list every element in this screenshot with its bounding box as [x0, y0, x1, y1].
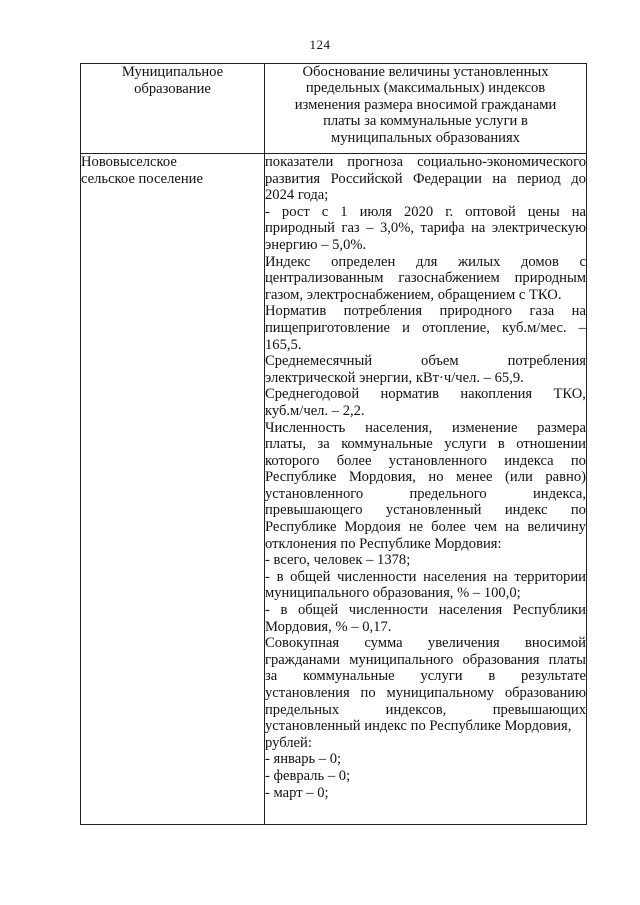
rationale-word: превышающих [492, 701, 586, 718]
rationale-word: Федерации [412, 170, 482, 187]
rationale-word: Мордоия [344, 519, 401, 536]
rationale-word: численности [348, 602, 429, 619]
rationale-line [265, 569, 586, 586]
rationale-line [265, 254, 586, 271]
rationale-word: сумма [364, 635, 403, 652]
rationale-word: которого [265, 452, 320, 469]
rationale-line: рублей: [265, 734, 312, 751]
rationale-word: предельного [409, 485, 487, 502]
rationale-cell [265, 154, 587, 825]
rationale-line [265, 204, 586, 221]
rationale-word: потребления [343, 303, 423, 320]
municipality-line: Нововыселское [81, 154, 177, 170]
rationale-word: платы [548, 651, 586, 668]
rationale-word: развития [265, 170, 321, 187]
rationale-word: - [265, 568, 270, 585]
rationale-word: показатели [265, 154, 334, 170]
rationale-word: населения [423, 568, 487, 585]
rationale-word: но [428, 469, 444, 486]
rationale-word: с [321, 203, 329, 220]
rationale-word: установления [265, 685, 350, 701]
rationale-word: увеличения [427, 635, 500, 652]
rationale-word: размера [537, 419, 586, 436]
rationale-word: Среднемесячный [265, 353, 373, 370]
rationale-word: Норматив [265, 303, 327, 320]
rationale-line: - февраль – 0; [265, 767, 351, 784]
rationale-word: прогноза [347, 154, 404, 170]
rationale-line [265, 386, 586, 403]
rationale-word: не [408, 519, 424, 536]
rationale-word: установленный [385, 502, 482, 519]
rationale-word: газ [341, 220, 360, 237]
rationale-line: газом, электроснабжением, обращением с ТКО. [265, 286, 562, 303]
header-municipality [81, 64, 265, 154]
rationale-word: муниципального [349, 651, 454, 668]
rationale-word: потребления [507, 353, 586, 370]
header-line: Муниципальное [121, 64, 224, 80]
rationale-word: образования [462, 651, 540, 668]
rationale-word: услуги [444, 436, 487, 453]
rationale-word: - [265, 203, 270, 220]
table-row [81, 154, 587, 825]
rationale-line [265, 702, 586, 719]
rationale-line [265, 436, 586, 453]
rationale-word: коммунальные [303, 668, 395, 685]
rationale-word: более [431, 519, 466, 536]
rationale-word: превышающего [265, 502, 363, 519]
rationale-line: муниципального образования, % – 100,0; [265, 585, 521, 602]
rationale-word: численности [337, 568, 417, 585]
rationale-line [265, 668, 586, 685]
rationale-line [265, 635, 586, 652]
rationale-word: населения [438, 602, 503, 619]
rationale-word: рост [281, 203, 310, 220]
rationale-line: энергию – 5,0%. [265, 236, 367, 253]
rationale-line: - март – 0; [265, 784, 329, 801]
rationale-word: природный [265, 220, 335, 237]
header-line: предельных (максимальных) индексов [305, 80, 546, 97]
rationale-word: Республике [265, 519, 337, 536]
rationale-word: услуги [420, 668, 463, 685]
rationale-word: платы, [265, 436, 307, 453]
rationale-word: ТКО, [553, 386, 586, 403]
rationale-word: пищеприготовление [265, 319, 391, 336]
rationale-word: общей [297, 602, 339, 619]
header-line: Обоснование величины установленных [302, 64, 549, 80]
rationale-word: домов [520, 253, 559, 270]
rationale-line [265, 486, 586, 503]
rationale-word: результате [521, 668, 586, 685]
rationale-word: территории [514, 568, 586, 585]
header-line: изменения размера вносимой гражданами [294, 96, 557, 113]
rationale-word: установленного [388, 452, 487, 469]
rationale-line: - всего, человек – 1378; [265, 552, 411, 569]
rationale-line [265, 420, 586, 437]
rationale-word: газа [529, 303, 555, 320]
rationale-line: установленный индекс по Республике Мордовия, [265, 718, 572, 735]
rationale-word: оптовой [465, 203, 516, 220]
rationale-line [265, 652, 586, 669]
rationale-line: - январь – 0; [265, 751, 342, 768]
rationale-word: объем [421, 353, 459, 370]
document-table [80, 63, 587, 825]
rationale-line [265, 220, 586, 237]
rationale-word: отопление, [422, 319, 490, 336]
rationale-word: электрическую [491, 220, 586, 237]
rationale-word: коммунальные [341, 436, 433, 453]
rationale-word: – [366, 220, 374, 237]
rationale-line: отклонения по Республике Мордовия: [265, 535, 502, 552]
rationale-word: индексов, [385, 701, 447, 718]
page-number: 124 [309, 37, 331, 52]
rationale-word: период [517, 170, 561, 187]
rationale-line: 165,5. [265, 336, 302, 353]
rationale-line [265, 602, 586, 619]
rationale-word: чем [473, 519, 497, 536]
rationale-word: с [579, 253, 586, 270]
rationale-word: величину [527, 519, 586, 536]
rationale-word: для [415, 253, 438, 270]
rationale-line: электрической энергии, кВт·ч/чел. – 65,9. [265, 369, 524, 386]
rationale-word: на [471, 220, 486, 237]
rationale-word: на [571, 303, 586, 320]
rationale-word: Численность [265, 419, 346, 436]
rationale-word: в [488, 668, 496, 685]
rationale-word: за [265, 668, 278, 685]
rationale-word: за [317, 436, 330, 453]
rationale-line [265, 353, 586, 370]
rationale-word: норматив [380, 386, 439, 403]
rationale-word: отношении [516, 436, 586, 453]
rationale-word: централизованным [265, 270, 384, 287]
rationale-line [265, 469, 586, 486]
rationale-word: куб.м/мес. [502, 319, 567, 336]
header-line: муниципальных образованиях [331, 129, 520, 146]
rationale-line [265, 303, 586, 320]
rationale-word: изменение [451, 419, 518, 436]
header-line: платы за коммунальные услуги в [323, 113, 528, 130]
rationale-word: (или [505, 469, 533, 486]
table-header-row [81, 64, 587, 154]
rationale-word: по [570, 452, 586, 469]
rationale-word: 1 [340, 203, 348, 220]
rationale-word: Мордовия, [349, 469, 416, 486]
rationale-word: Республике [265, 469, 337, 486]
rationale-word: муниципальному [386, 685, 494, 701]
rationale-line [265, 453, 586, 470]
rationale-word: до [571, 170, 586, 187]
rationale-word: гражданами [265, 651, 341, 668]
rationale-line: 2024 года; [265, 187, 329, 204]
rationale-word: Республики [512, 602, 586, 619]
rationale-word: на [493, 568, 508, 585]
rationale-word: 3,0%, [379, 220, 415, 237]
rationale-line [265, 154, 586, 171]
rationale-word: образованию [504, 685, 586, 701]
rationale-line: Мордовия, % – 0,17. [265, 618, 392, 635]
rationale-word: Индекс [265, 253, 311, 270]
rationale-word: в [280, 602, 288, 619]
rationale-word: газоснабжением [398, 270, 500, 287]
rationale-word: на [505, 519, 520, 536]
rationale-line [265, 685, 586, 702]
rationale-word: равно) [545, 469, 586, 486]
rationale-line [265, 320, 586, 337]
rationale-line [265, 270, 586, 287]
rationale-word: 2020 [403, 203, 434, 220]
rationale-word: Среднегодовой [265, 386, 360, 403]
rationale-word: на [571, 203, 586, 220]
rationale-word: природным [514, 270, 586, 287]
rationale-word: в [497, 436, 505, 453]
rationale-word: Российской [330, 170, 403, 187]
rationale-line [265, 519, 586, 536]
rationale-word: населения, [365, 419, 433, 436]
rationale-word: на [492, 170, 507, 187]
rationale-word: тарифа [420, 220, 465, 237]
rationale-word: вносимой [524, 635, 586, 652]
municipality-cell [81, 154, 265, 825]
rationale-word: индекса, [532, 485, 586, 502]
rationale-word: – [578, 319, 586, 336]
rationale-word: Совокупная [265, 635, 340, 652]
rationale-word: жилых [458, 253, 501, 270]
rationale-word: индекс [504, 502, 548, 519]
rationale-line: куб.м/чел. – 2,2. [265, 402, 365, 419]
rationale-word: по [360, 685, 376, 701]
rationale-word: по [570, 502, 586, 519]
rationale-word: менее [456, 469, 493, 486]
rationale-word: в [276, 568, 284, 585]
rationale-word: социально-экономического [417, 154, 586, 170]
rationale-word: цены [527, 203, 560, 220]
rationale-line [265, 171, 586, 188]
rationale-word: и [402, 319, 410, 336]
rationale-word: установленного [265, 485, 364, 502]
rationale-word: индекса [504, 452, 554, 469]
rationale-word: общей [290, 568, 331, 585]
rationale-word: г. [445, 203, 454, 220]
rationale-word: природного [439, 303, 513, 320]
header-rationale [265, 64, 587, 154]
rationale-word: определен [331, 253, 396, 270]
rationale-line [265, 502, 586, 519]
rationale-word: предельных [265, 701, 340, 718]
rationale-word: более [336, 452, 372, 469]
rationale-word: накопления [460, 386, 533, 403]
rationale-word: июля [359, 203, 392, 220]
rationale-word: - [265, 602, 270, 619]
municipality-line: сельское поселение [81, 170, 203, 187]
header-line: образование [134, 80, 211, 97]
